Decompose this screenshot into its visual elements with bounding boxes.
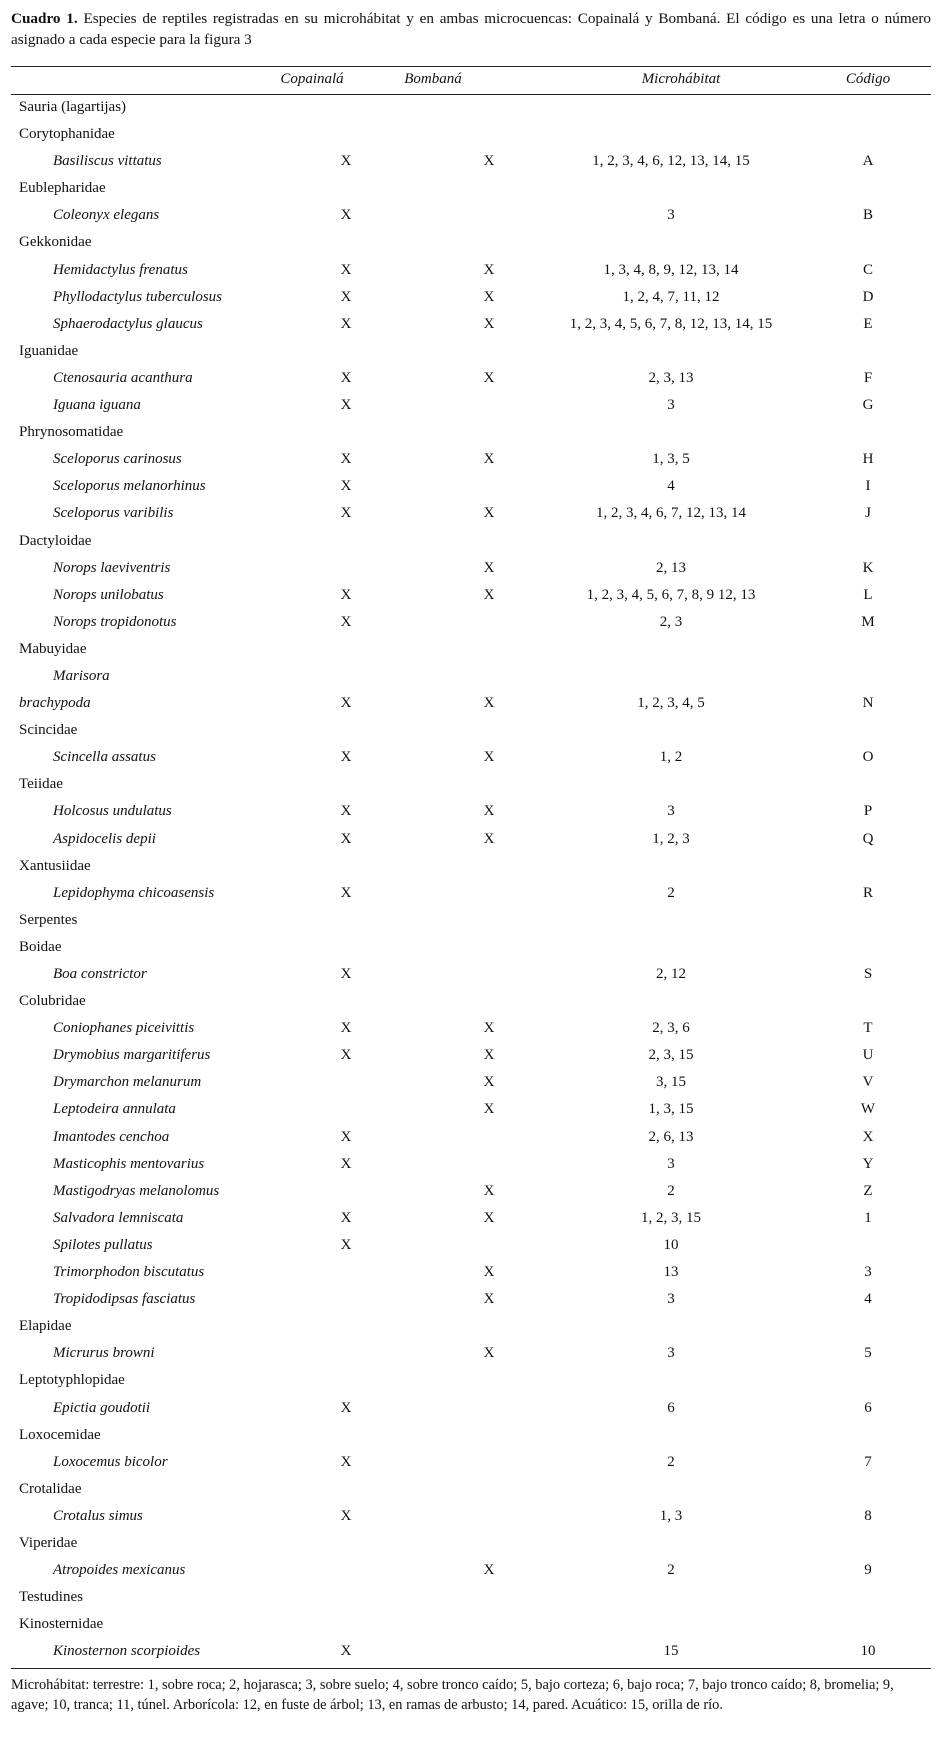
bombana-cell: X	[483, 1209, 495, 1226]
code-cell: X	[862, 1128, 874, 1145]
copainala-cell: X	[340, 966, 352, 982]
bombana-cell: X	[483, 1047, 495, 1064]
taxon-name: Phrynosomatidae	[19, 424, 124, 441]
microhabitat-cell: 3	[667, 1291, 675, 1308]
taxon-heading-row	[11, 339, 931, 366]
table-row	[11, 149, 931, 176]
bombana-cell: X	[483, 451, 495, 468]
taxon-name: Spilotes pullatus	[53, 1236, 153, 1253]
taxon-heading-row	[11, 772, 931, 799]
table-footnote: Microhábitat: terrestre: 1, sobre roca; 2, hojarasca; 3, sobre suelo; 4, sobre tronco caído; 5, bajo corteza; 6, bajo roca; 7, bajo tronco caído; 8, bromelia; 9, agave; 10, tranca; 11, túnel. Arborícola: 12, en fuste de árbol; 13, en ramas de arbusto; 14, pared. Acuático: 15, orilla de río.	[11, 1677, 894, 1713]
microhabitat-cell: 1, 2, 3, 4, 5	[637, 695, 705, 712]
table-row	[11, 1152, 931, 1179]
taxon-heading-row	[11, 95, 931, 122]
taxon-name: Norops laeviventris	[53, 559, 171, 576]
table-row	[11, 1558, 931, 1585]
microhabitat-cell: 3	[667, 207, 675, 224]
code-cell: V	[862, 1074, 874, 1091]
taxon-heading-row	[11, 230, 931, 257]
code-cell: J	[865, 505, 871, 522]
microhabitat-cell: 1, 2, 3, 4, 6, 7, 12, 13, 14	[596, 505, 746, 522]
taxon-name: Tropidodipsas fasciatus	[53, 1291, 196, 1308]
copainala-cell: X	[340, 1399, 352, 1416]
taxon-name: Viperidae	[19, 1534, 78, 1551]
taxon-name: Holcosus undulatus	[53, 803, 172, 820]
taxon-name: Mastigodryas melanolomus	[53, 1182, 220, 1199]
taxon-heading-row	[11, 420, 931, 447]
header-microhabitat: Microhábitat	[641, 71, 721, 87]
code-cell: L	[863, 586, 873, 603]
taxon-name: Crotalidae	[19, 1480, 82, 1497]
bombana-cell: X	[483, 261, 495, 278]
caption-text: Especies de reptiles registradas en su microhábitat y en ambas microcuencas: Copainalá y Bombaná. El código es una letra o número asignado a cada especie para la figura 3	[11, 10, 932, 48]
bombana-cell: X	[483, 830, 495, 847]
code-cell: I	[865, 478, 871, 495]
taxon-name: Serpentes	[19, 911, 78, 928]
taxon-name: Sphaerodactylus glaucus	[53, 315, 203, 332]
taxon-heading-row	[11, 908, 931, 935]
taxon-heading-row	[11, 1585, 931, 1612]
taxon-name: Kinosternidae	[19, 1616, 104, 1633]
taxon-name: Aspidocelis depii	[53, 830, 156, 847]
bombana-cell: X	[483, 1074, 495, 1091]
taxon-heading-row	[11, 935, 931, 962]
copainala-cell: X	[340, 261, 352, 278]
microhabitat-cell: 13	[663, 1264, 679, 1281]
code-cell: F	[863, 369, 873, 386]
microhabitat-cell: 3	[667, 1345, 675, 1362]
copainala-cell: X	[340, 1643, 352, 1660]
bombana-cell: X	[483, 369, 495, 386]
table-row	[11, 1016, 931, 1043]
taxon-name: Norops unilobatus	[53, 586, 164, 603]
table-row	[11, 474, 931, 501]
copainala-cell: X	[340, 1453, 352, 1470]
microhabitat-cell: 2, 12	[656, 966, 686, 982]
table-row	[11, 799, 931, 826]
copainala-cell: X	[340, 695, 352, 712]
code-cell: 8	[864, 1507, 872, 1524]
table-row	[11, 1233, 931, 1260]
copainala-cell: X	[340, 830, 352, 847]
code-cell: H	[862, 451, 874, 468]
table-row	[11, 1260, 931, 1287]
microhabitat-cell: 1, 2, 3, 4, 5, 6, 7, 8, 9 12, 13	[586, 586, 756, 603]
table-row	[11, 203, 931, 230]
copainala-cell: X	[340, 397, 352, 414]
copainala-cell: X	[340, 1209, 352, 1226]
code-cell: 3	[864, 1264, 872, 1281]
copainala-cell: X	[340, 1020, 352, 1037]
table-row	[11, 1097, 931, 1124]
taxon-name: Lepidophyma chicoasensis	[53, 884, 215, 901]
table-row	[11, 610, 931, 637]
microhabitat-cell: 1, 3, 5	[652, 451, 690, 468]
copainala-cell: X	[340, 1128, 352, 1145]
bombana-cell: X	[483, 505, 495, 522]
bombana-cell: X	[483, 1020, 495, 1037]
taxon-name: Basiliscus vittatus	[53, 153, 162, 170]
bombana-cell: X	[483, 315, 495, 332]
table-row	[11, 745, 931, 772]
microhabitat-cell: 2	[667, 1182, 675, 1199]
taxon-name: Norops tropidonotus	[53, 613, 177, 630]
taxon-name: Crotalus simus	[53, 1507, 143, 1524]
taxon-name: Epictia goudotii	[53, 1399, 151, 1416]
microhabitat-cell: 2, 13	[656, 559, 686, 576]
taxon-name: Hemidactylus frenatus	[53, 261, 188, 278]
microhabitat-cell: 3, 15	[656, 1074, 686, 1091]
copainala-cell: X	[340, 288, 352, 305]
microhabitat-cell: 2, 3, 13	[648, 369, 694, 386]
table-row	[11, 366, 931, 393]
table-row	[11, 1639, 931, 1666]
taxon-name: Testudines	[19, 1589, 83, 1606]
copainala-cell: X	[340, 1236, 352, 1253]
code-cell: E	[863, 315, 873, 332]
microhabitat-cell: 2, 3, 15	[648, 1047, 694, 1064]
copainala-cell: X	[340, 749, 352, 766]
taxon-name: Marisora	[53, 667, 110, 684]
code-cell: 7	[864, 1453, 872, 1470]
microhabitat-cell: 4	[667, 478, 675, 495]
table-row	[11, 1125, 931, 1152]
taxon-name: Loxocemidae	[19, 1426, 101, 1443]
taxon-name: Gekkonidae	[19, 234, 92, 251]
code-cell: 1	[864, 1209, 872, 1226]
code-cell: C	[862, 261, 873, 278]
microhabitat-cell: 6	[667, 1399, 675, 1416]
copainala-cell: X	[340, 207, 352, 224]
microhabitat-cell: 1, 2, 3	[652, 830, 690, 847]
table-bottom-rule	[11, 1668, 931, 1669]
taxon-heading-row	[11, 854, 931, 881]
table-top-rule	[11, 66, 931, 67]
taxon-name: Sceloporus melanorhinus	[53, 478, 206, 495]
table-row	[11, 1396, 931, 1423]
copainala-cell: X	[340, 1507, 352, 1524]
table-row	[11, 1179, 931, 1206]
taxon-heading-row	[11, 637, 931, 664]
copainala-cell: X	[340, 505, 352, 522]
taxon-name: Mabuyidae	[19, 640, 87, 657]
taxon-heading-row	[11, 529, 931, 556]
table-row	[11, 447, 931, 474]
copainala-cell: X	[340, 803, 352, 820]
bombana-cell: X	[483, 288, 495, 305]
taxon-name: Leptodeira annulata	[53, 1101, 176, 1118]
copainala-cell: X	[340, 315, 352, 332]
taxon-name: Drymarchon melanurum	[53, 1074, 202, 1091]
table-row	[11, 881, 931, 908]
table-body	[11, 95, 931, 1666]
copainala-cell: X	[340, 1155, 352, 1172]
code-cell: Y	[862, 1155, 874, 1172]
header-bombana: Bombaná	[404, 71, 462, 87]
bombana-cell: X	[483, 1562, 495, 1579]
microhabitat-cell: 1, 2, 4, 7, 11, 12	[622, 288, 720, 305]
copainala-cell: X	[340, 369, 352, 386]
copainala-cell: X	[340, 884, 352, 901]
table-row	[11, 962, 931, 989]
taxon-name: Micrurus browni	[53, 1345, 155, 1362]
bombana-cell: X	[483, 1345, 495, 1362]
code-cell: A	[862, 153, 874, 170]
taxon-heading-row	[11, 1477, 931, 1504]
microhabitat-cell: 1, 3, 15	[648, 1101, 694, 1118]
taxon-name: Sceloporus carinosus	[53, 451, 182, 468]
bombana-cell: X	[483, 803, 495, 820]
microhabitat-cell: 2, 3, 6	[652, 1020, 690, 1037]
microhabitat-cell: 15	[663, 1643, 679, 1660]
header-codigo: Código	[845, 71, 891, 87]
code-cell: N	[862, 695, 874, 712]
copainala-cell: X	[340, 1047, 352, 1064]
code-cell: R	[862, 884, 873, 901]
table-row	[11, 501, 931, 528]
taxon-name: Coleonyx elegans	[53, 207, 160, 224]
taxon-heading-row	[11, 176, 931, 203]
taxon-heading-row	[11, 1612, 931, 1639]
bombana-cell: X	[483, 695, 495, 712]
table-row	[11, 1070, 931, 1097]
microhabitat-cell: 1, 2	[659, 749, 683, 766]
bombana-cell: X	[483, 153, 495, 170]
table-row	[11, 285, 931, 312]
taxon-name: Leptotyphlopidae	[19, 1372, 125, 1389]
taxon-name: Boa constrictor	[53, 966, 147, 982]
microhabitat-cell: 10	[663, 1236, 679, 1253]
code-cell: T	[863, 1020, 873, 1037]
table-row	[11, 258, 931, 285]
taxon-name: Scincella assatus	[53, 749, 156, 766]
taxon-name: Kinosternon scorpioides	[53, 1643, 201, 1660]
table-row	[11, 691, 931, 718]
microhabitat-cell: 1, 3, 4, 8, 9, 12, 13, 14	[603, 261, 739, 278]
microhabitat-cell: 3	[667, 803, 675, 820]
taxon-heading-row	[11, 989, 931, 1016]
microhabitat-cell: 1, 3	[659, 1507, 683, 1524]
taxon-heading-row	[11, 718, 931, 745]
bombana-cell: X	[483, 559, 495, 576]
microhabitat-cell: 2, 3	[659, 613, 683, 630]
code-cell: M	[861, 613, 875, 630]
bombana-cell: X	[483, 1291, 495, 1308]
bombana-cell: X	[483, 1264, 495, 1281]
table-row	[11, 1043, 931, 1070]
table-row	[11, 1341, 931, 1368]
bombana-cell: X	[483, 1182, 495, 1199]
copainala-cell: X	[340, 613, 352, 630]
copainala-cell: X	[340, 586, 352, 603]
copainala-cell: X	[340, 153, 352, 170]
taxon-name: Sceloporus varibilis	[53, 505, 174, 522]
table-row	[11, 1504, 931, 1531]
table-row	[11, 1206, 931, 1233]
table-row	[11, 1287, 931, 1314]
taxon-name: Scincidae	[19, 722, 78, 739]
taxon-name: Dactyloidae	[19, 532, 92, 549]
caption-label: Cuadro 1.	[11, 10, 78, 27]
taxon-name: Coniophanes piceivittis	[53, 1020, 195, 1037]
microhabitat-cell: 2	[667, 884, 675, 901]
code-cell: 10	[860, 1643, 876, 1660]
microhabitat-cell: 3	[667, 1155, 675, 1172]
microhabitat-cell: 1, 2, 3, 4, 5, 6, 7, 8, 12, 13, 14, 15	[569, 315, 773, 332]
table-row	[11, 583, 931, 610]
taxon-name: Corytophanidae	[19, 126, 115, 143]
taxon-heading-row	[11, 1423, 931, 1450]
table-caption	[11, 8, 931, 50]
taxon-name: Imantodes cenchoa	[53, 1128, 170, 1145]
taxon-name: Drymobius margaritiferus	[53, 1047, 211, 1064]
microhabitat-cell: 3	[667, 397, 675, 414]
taxon-name: Elapidae	[19, 1318, 72, 1335]
taxon-name: Atropoides mexicanus	[53, 1562, 186, 1579]
taxon-heading-row	[11, 1368, 931, 1395]
table-row	[11, 312, 931, 339]
code-cell: S	[863, 966, 873, 982]
code-cell: 5	[864, 1345, 872, 1362]
copainala-cell: X	[340, 478, 352, 495]
taxon-name: Salvadora lemniscata	[53, 1209, 184, 1226]
code-cell: U	[862, 1047, 874, 1064]
bombana-cell: X	[483, 586, 495, 603]
header-copainala: Copainalá	[280, 71, 344, 87]
genus-row	[11, 664, 931, 691]
taxon-name: Xantusiidae	[19, 857, 91, 874]
taxon-name: Phyllodactylus tuberculosus	[53, 288, 222, 305]
code-cell: Z	[863, 1182, 873, 1199]
taxon-name: Loxocemus bicolor	[53, 1453, 168, 1470]
table-row	[11, 556, 931, 583]
microhabitat-cell: 1, 2, 3, 4, 6, 12, 13, 14, 15	[592, 153, 750, 170]
taxon-name: Iguana iguana	[53, 397, 141, 414]
bombana-cell: X	[483, 1101, 495, 1118]
taxon-name: Colubridae	[19, 993, 86, 1010]
code-cell: G	[862, 397, 874, 414]
bombana-cell: X	[483, 749, 495, 766]
code-cell: 6	[864, 1399, 872, 1416]
microhabitat-cell: 2	[667, 1562, 675, 1579]
taxon-heading-row	[11, 122, 931, 149]
taxon-heading-row	[11, 1314, 931, 1341]
taxon-heading-row	[11, 1531, 931, 1558]
taxon-name: Ctenosauria acanthura	[53, 369, 193, 386]
table-row	[11, 827, 931, 854]
copainala-cell: X	[340, 451, 352, 468]
microhabitat-cell: 2, 6, 13	[648, 1128, 694, 1145]
table-row	[11, 393, 931, 420]
taxon-name: Trimorphodon biscutatus	[53, 1264, 205, 1281]
code-cell: 9	[864, 1562, 872, 1579]
code-cell: W	[860, 1101, 876, 1118]
taxon-name: Teiidae	[19, 776, 63, 793]
code-cell: D	[862, 288, 874, 305]
code-cell: Q	[862, 830, 874, 847]
taxon-name: Sauria (lagartijas)	[19, 99, 127, 115]
code-cell: K	[862, 559, 874, 576]
taxon-name: brachypoda	[19, 695, 91, 712]
taxon-name: Iguanidae	[19, 342, 79, 359]
table-row	[11, 1450, 931, 1477]
code-cell: B	[862, 207, 873, 224]
taxon-name: Boidae	[19, 938, 62, 955]
code-cell: 4	[864, 1291, 872, 1308]
microhabitat-cell: 2	[667, 1453, 675, 1470]
microhabitat-cell: 1, 2, 3, 15	[641, 1209, 701, 1226]
code-cell: P	[863, 803, 873, 820]
code-cell: O	[862, 749, 874, 766]
taxon-name: Masticophis mentovarius	[53, 1155, 205, 1172]
taxon-name: Eublepharidae	[19, 180, 106, 197]
